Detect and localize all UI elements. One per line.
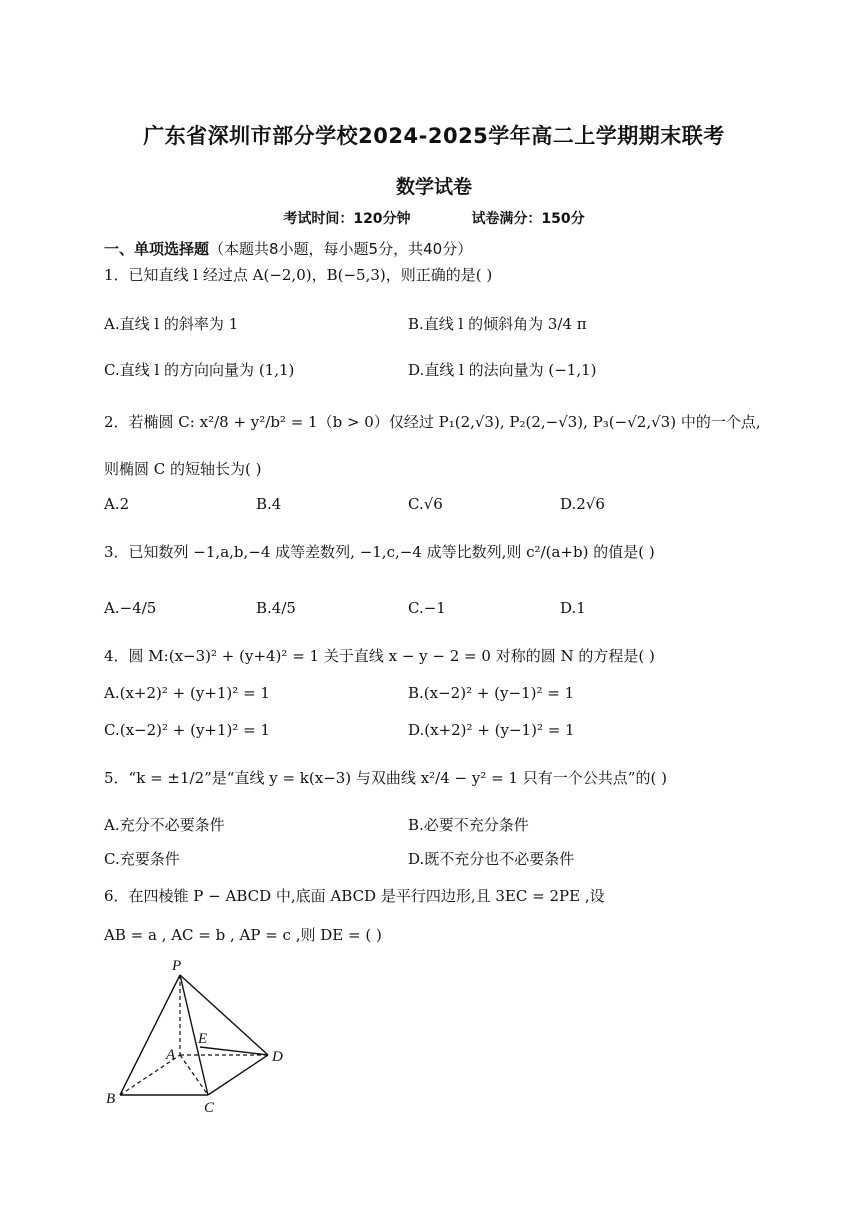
edge-pd (180, 975, 268, 1055)
question-5-stem: 5．“k = ±1/2”是“直线 y = k(x−3) 与双曲线 x²/4 − y² = 1 只有一个公共点”的( ) (104, 769, 667, 787)
edge-pb (120, 975, 180, 1095)
question-5-option-b: B.必要不充分条件 (408, 816, 529, 834)
question-4-option-a: A.(x+2)² + (y+1)² = 1 (104, 684, 270, 702)
label-a: A (166, 1047, 176, 1063)
section-note: （本题共8小题，每小题5分，共40分） (209, 240, 473, 258)
question-3-option-b: B.4/5 (256, 599, 296, 617)
question-2-option-d: D.2√6 (560, 495, 605, 513)
label-p: P (172, 958, 182, 974)
question-2-stem: 2．若椭圆 C: x²/8 + y²/b² = 1（b > 0）仅经过 P₁(2,√3), P₂(2,−√3), P₃(−√2,√3) 中的一个点, (104, 413, 761, 431)
question-5-option-c: C.充要条件 (104, 850, 180, 868)
exam-meta (0, 208, 868, 228)
label-e: E (198, 1031, 208, 1047)
edge-cd (208, 1055, 268, 1095)
pyramid-figure (100, 955, 300, 1115)
label-b: B (106, 1091, 116, 1107)
exam-time: 考试时间：120分钟 (283, 211, 411, 227)
label-c: C (204, 1100, 215, 1115)
question-1-stem: 1．已知直线 l 经过点 A(−2,0)，B(−5,3)，则正确的是( ) (104, 266, 493, 284)
segment-ed (200, 1047, 268, 1055)
question-1-option-a: A.直线 l 的斜率为 1 (104, 315, 239, 333)
question-4-option-c: C.(x−2)² + (y+1)² = 1 (104, 721, 271, 739)
section-title: 一、单项选择题 (104, 240, 210, 258)
question-3-stem: 3．已知数列 −1,a,b,−4 成等差数列, −1,c,−4 成等比数列,则 c²/(a+b) 的值是( ) (104, 543, 655, 561)
question-2-option-a: A.2 (104, 495, 130, 513)
question-4-stem: 4．圆 M:(x−3)² + (y+4)² = 1 关于直线 x − y − 2 = 0 对称的圆 N 的方程是( ) (104, 647, 655, 665)
question-1-option-d: D.直线 l 的法向量为 (−1,1) (408, 361, 597, 379)
page-title: 广东省深圳市部分学校2024-2025学年高二上学期期末联考 (143, 124, 725, 148)
question-1-option-b: B.直线 l 的倾斜角为 3/4 π (408, 315, 587, 333)
question-3-option-d: D.1 (560, 599, 586, 617)
page-subtitle: 数学试卷 (395, 176, 472, 198)
question-6-stem-cont: AB = a , AC = b , AP = c ,则 DE = ( ) (104, 926, 382, 944)
question-4-option-b: B.(x−2)² + (y−1)² = 1 (408, 684, 575, 702)
question-4-option-d: D.(x+2)² + (y−1)² = 1 (408, 721, 575, 739)
question-5-option-d: D.既不充分也不必要条件 (408, 850, 575, 868)
question-2-stem-cont: 则椭圆 C 的短轴长为( ) (104, 460, 262, 478)
question-1-option-c: C.直线 l 的方向向量为 (1,1) (104, 361, 295, 379)
question-3-option-c: C.−1 (408, 599, 446, 617)
section-heading (104, 238, 472, 259)
question-6-stem: 6．在四棱锥 P − ABCD 中,底面 ABCD 是平行四边形,且 3EC = 2PE ,设 (104, 887, 605, 905)
question-2-option-b: B.4 (256, 495, 282, 513)
exam-score: 试卷满分：150分 (471, 211, 585, 227)
label-d: D (272, 1049, 283, 1065)
question-2-option-c: C.√6 (408, 495, 443, 513)
question-3-option-a: A.−4/5 (104, 599, 157, 617)
question-5-option-a: A.充分不必要条件 (104, 816, 225, 834)
